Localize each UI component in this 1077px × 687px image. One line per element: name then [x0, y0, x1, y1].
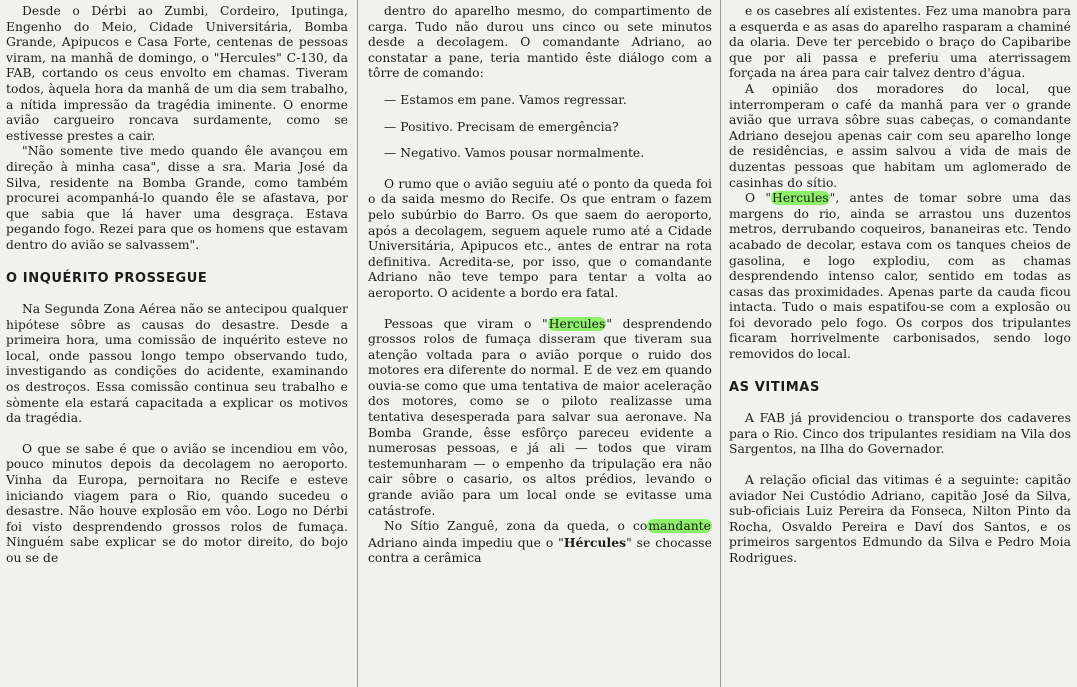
- highlighted-word: Hercules: [548, 316, 606, 331]
- article-column-1: [6, 4, 348, 567]
- paragraph: [729, 191, 1071, 363]
- text-run: O ": [745, 191, 772, 206]
- text-run: " desprendendo grossos rolos de fumaça disseram que tiveram sua atenção voltada para o avião porque o ruido dos motores era diferente do normal. E de vez em quando ouvia-se como que uma tentativa de maior aceleração dos motores, como se o piloto realizasse uma tentativa desesperada para salvar sua aeronave. Na Bomba Grande, êsse esfôrço pareceu evidente a numerosas pessoas, e já ali — todos que viram testemunharam — o empenho da tripulação era não cair sôbre o casario, os altos prédios, levando o grande avião para um local onde se evitasse uma catástrofe.: [368, 316, 713, 518]
- paragraph: Na Segunda Zona Aérea não se antecipou qualquer hipótese sôbre as causas do desastre. Desde a primeira hora, uma comissão de inquérito esteve no local, onde passou longo tempo observando tudo, investigando as condições do acidente, examinando os destroços. Essa comissão continua seu trabalho e sòmente ela estará capacitada a explicar os motivos da tragédia.: [6, 302, 348, 426]
- paragraph: [368, 317, 712, 520]
- section-heading-inquerito: O INQUÉRITO PROSSEGUE: [6, 270, 208, 286]
- highlighted-word: Hercules: [772, 191, 829, 206]
- text-run: " se chocasse contra a cerâmica: [368, 535, 712, 566]
- paragraph: O que se sabe é que o avião se incendiou em vôo, pouco minutos depois da decolagem no aeroporto. Vinha da Europa, pernoitara no Recife e esteve iniciando viagem para o Rio, quando sucedeu o desastre. Não houve explosão em vôo. Logo no Dérbi foi visto desprendendo grossos rolos de fumaça. Ninguém sabe explicar se do motor direito, do bojo ou se de: [6, 441, 348, 565]
- paragraph: [368, 519, 712, 567]
- paragraph: A FAB já providenciou o transporte dos cadaveres para o Rio. Cinco dos tripulantes residiam na Vila dos Sargentos, na Ilha do Governador.: [729, 411, 1071, 457]
- paragraph: e os casebres alí existentes. Fez uma manobra para a esquerda e as asas do aparelho rasparam a chaminé da olaria. Deve ter percebido o braço do Capibaribe que por ali passa e preferiu uma aterrissagem forçada na área para cair talvez dentro d'água.: [729, 4, 1071, 81]
- paragraph: Desde o Dérbi ao Zumbi, Cordeiro, Iputinga, Engenho do Meio, Cidade Universitária, Bomba Grande, Apipucos e Casa Forte, centenas de pessoas viram, na manhã de domingo, o "Hercules" C-130, da FAB, cortando os ceus envolto em chamas. Tiveram todos, àquela hora da manhã de um dia sem trabalho, a nítida impressão da tragédia iminente. O enorme avião cargueiro roncava surdamente, como se estivesse prestes a cair.: [6, 4, 348, 143]
- text-run: Pessoas que viram o ": [384, 316, 548, 331]
- text-run: Hércules: [563, 534, 627, 550]
- text-run: Adriano ainda impediu que o ": [368, 535, 564, 550]
- paragraph: O rumo que o avião seguiu até o ponto da queda foi o da saida mesmo do Recife. Os que entram o fazem pelo subúrbio do Barro. Os que saem do aeroporto, após a decolagem, seguem aquele rumo até a Cidade Universitária, Apipucos etc., antes de entrar na rota definitiva. Acredita-se, por isso, que o comandante Adriano não teve tempo para tentar a volta ao aeroporto. O acidente a bordo era fatal.: [368, 176, 712, 300]
- dialogue-line: — Estamos em pane. Vamos regressar.: [384, 92, 627, 107]
- column-divider: [720, 0, 721, 687]
- paragraph: "Não somente tive medo quando êle avançou em direção à minha casa", disse a sra. Maria José da Silva, residente na Bomba Grande, como também procurei acompanhá-lo quando êle se afastava, por que sabia que lá haver uma desgraça. Estava pegando fogo. Rezei para que os homens que estavam dentro do avião se salvassem".: [6, 144, 348, 252]
- highlighted-word: mandante: [648, 519, 711, 534]
- text-run: No Sítio Zanguê, zona da queda, o co: [384, 519, 648, 534]
- section-heading-vitimas: AS VITIMAS: [729, 379, 820, 395]
- article-column-3: [729, 4, 1071, 567]
- paragraph: A relação oficial das vitimas é a seguinte: capitão aviador Nei Custódio Adriano, capitão José da Silva, sub-oficiais Luiz Pereira da Fonseca, Nilton Pinto da Rocha, Osvaldo Pereira e Daví dos Santos, e os primeiros sargentos Edmundo da Silva e Pedro Moia Rodrigues.: [729, 473, 1071, 565]
- paragraph: A opinião dos moradores do local, que interromperam o café da manhã para ver o grande avião que urrava sôbre suas cabeças, o comandante Adriano desejou apenas cair com seu aparelho longe de residências, e assim salvou a vida de mais de duzentas pessoas que habitam um aglomerado de casinhas do sítio.: [729, 81, 1071, 190]
- column-divider: [357, 0, 358, 687]
- paragraph: dentro do aparelho mesmo, do compartimento de carga. Tudo não durou uns cinco ou sete minutos desde a decolagem. O comandante Adriano, ao constatar a pane, teria mantido êste diálogo com a tôrre de comando:: [368, 4, 712, 81]
- text-run: ", antes de tomar sobre uma das margens do rio, ainda se arrastou uns duzentos metros, derrubando coqueiros, bananeiras etc. Tendo acabado de decolar, estava com os tanques cheios de gasolina, e logo explodiu, com as chamas desprendendo intenso calor, sentido em todas as casas das proximidades. Apenas parte da cauda ficou intacta. Tudo o mais espatifou-se com a explosão ou foi devorado pelo fogo. Os corpos dos tripulantes ficaram horrivelmente carbonisados, sendo logo removidos do local.: [729, 191, 1071, 362]
- article-column-2: [368, 4, 712, 567]
- dialogue-line: — Positivo. Precisam de emergência?: [384, 119, 619, 134]
- dialogue-line: — Negativo. Vamos pousar normalmente.: [384, 146, 645, 161]
